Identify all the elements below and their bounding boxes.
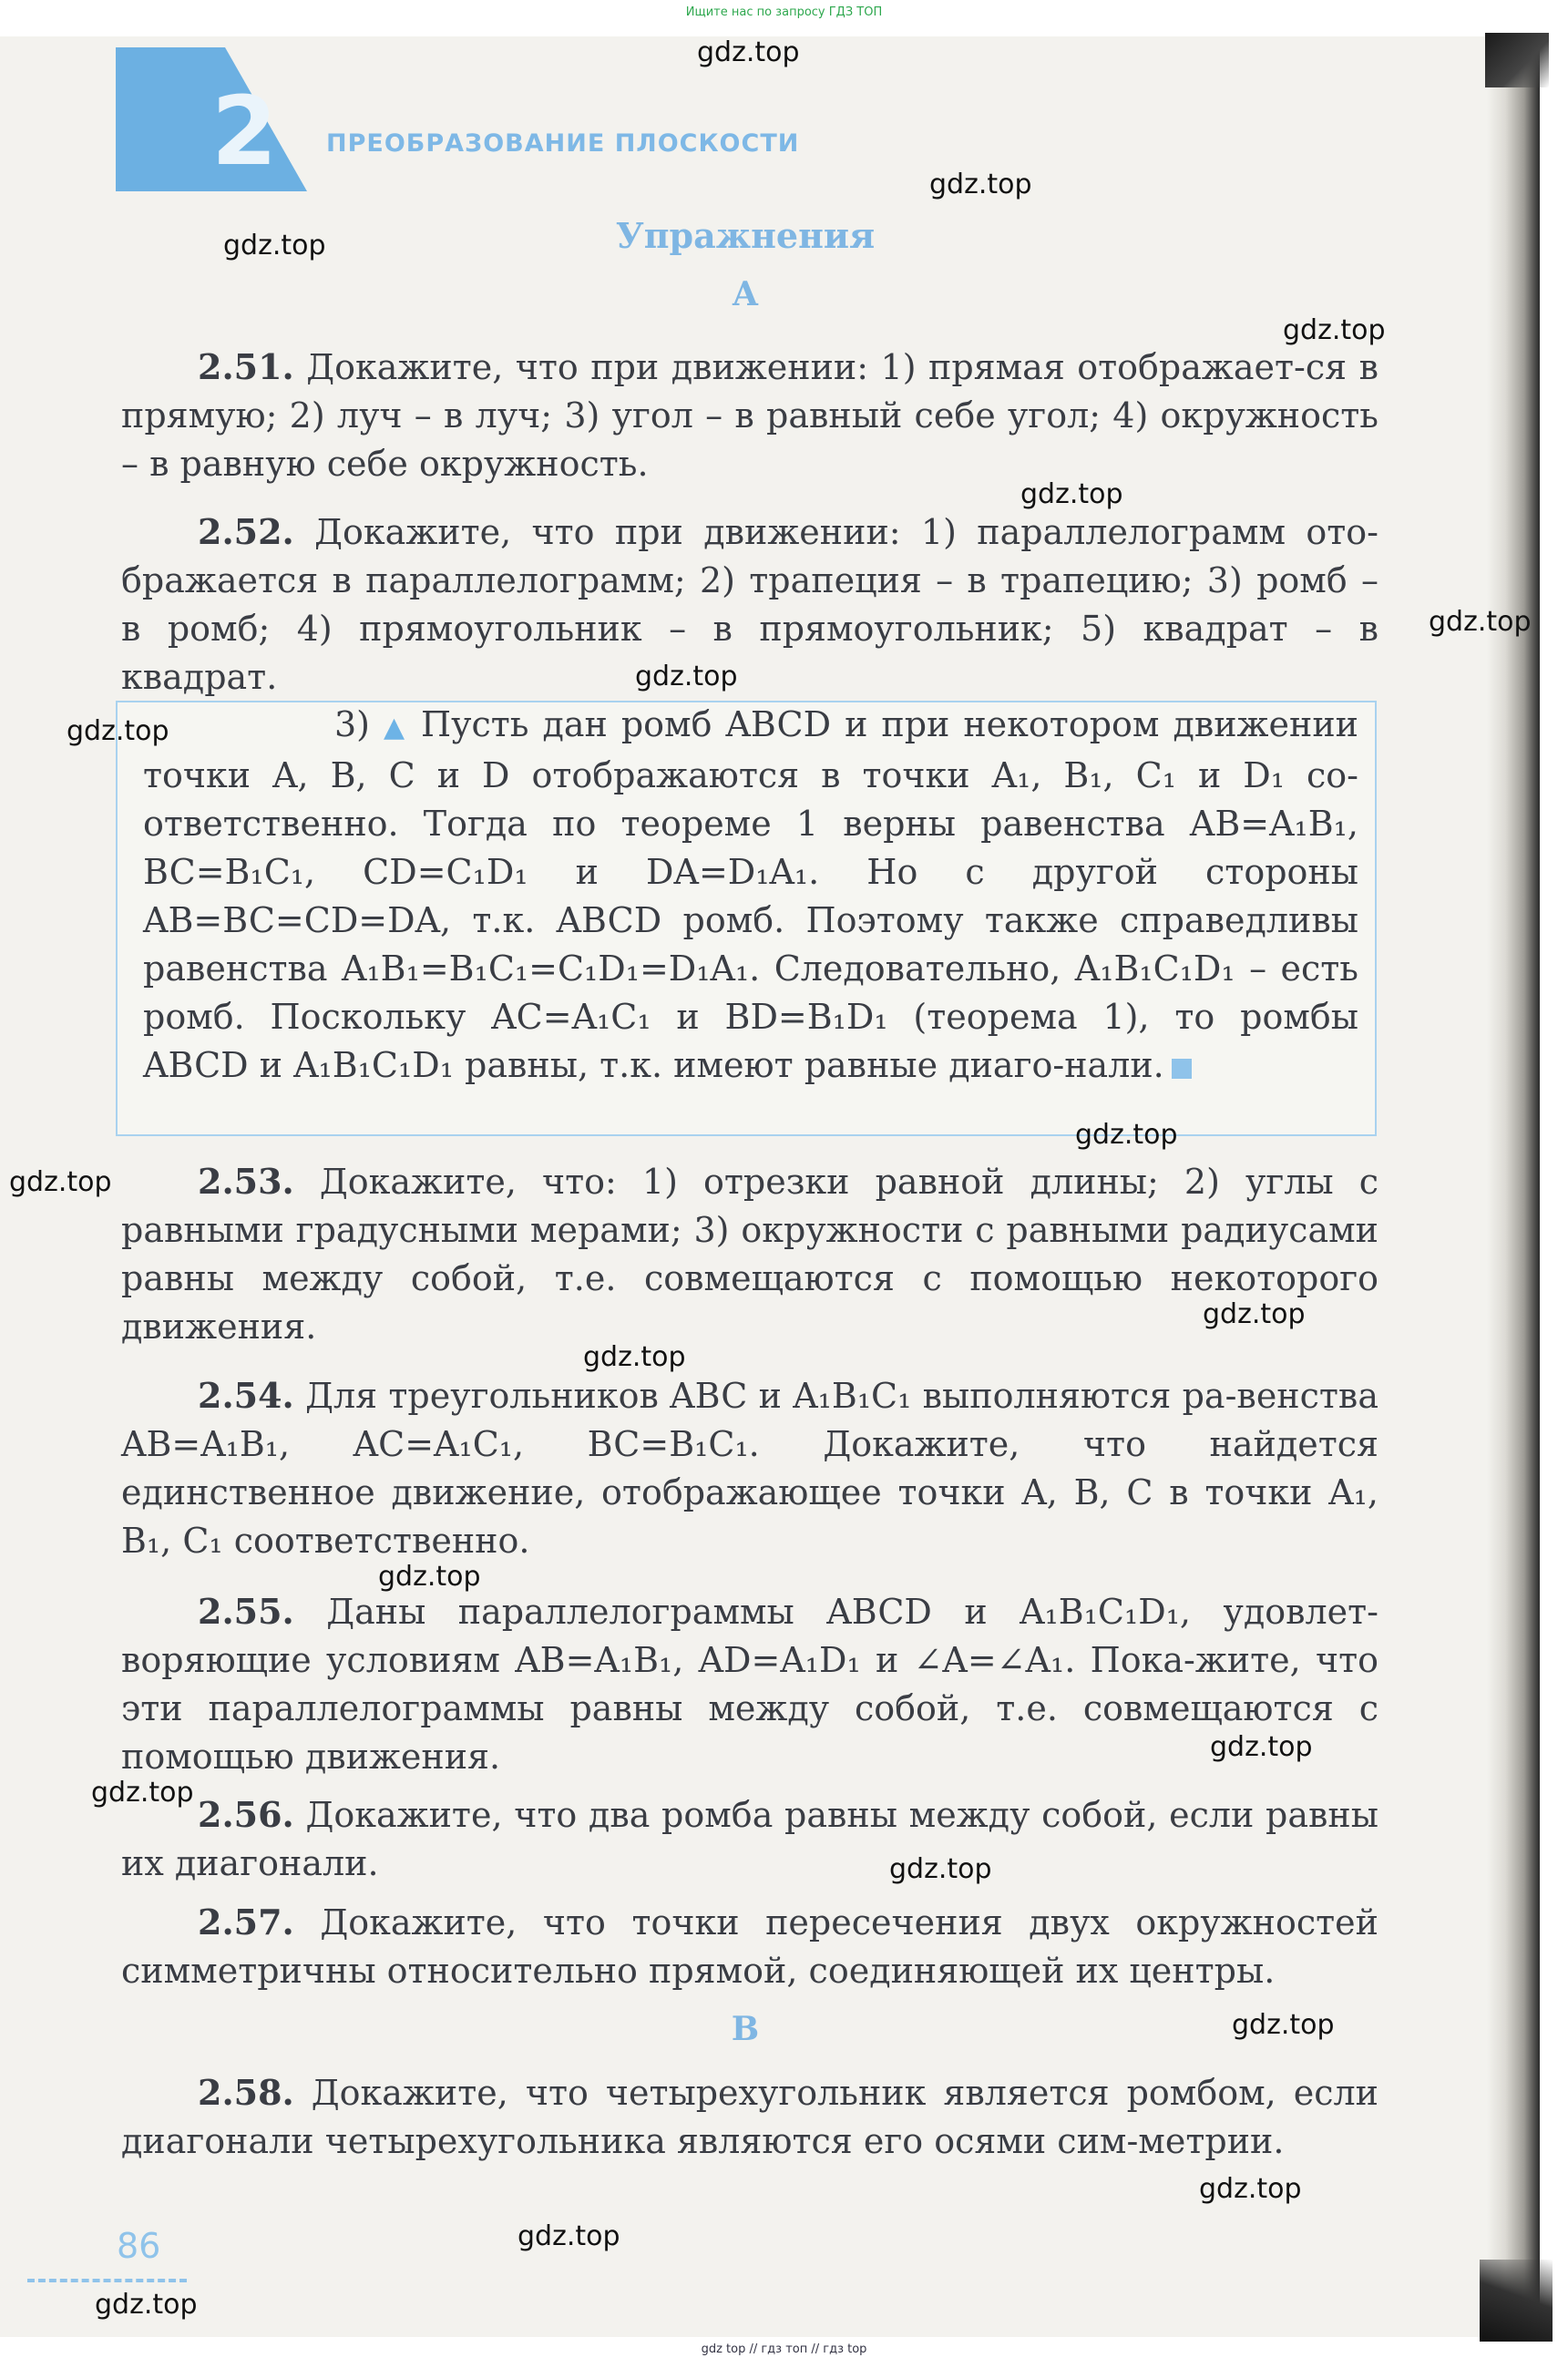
exercise-2-51 [121, 343, 1378, 488]
exercise-number: 2.57. [198, 1902, 294, 1943]
page-number: 86 [117, 2226, 161, 2266]
solution-end-square-icon [1172, 1059, 1192, 1079]
level-b-heading: В [731, 2010, 760, 2048]
solution-start-triangle-icon: ▲ [384, 712, 407, 743]
watermark: gdz.top [1020, 478, 1123, 510]
level-a-heading: А [732, 275, 759, 313]
watermark: gdz.top [1203, 1298, 1306, 1330]
exercise-number: 2.54. [198, 1375, 294, 1416]
exercise-text: Докажите, что: 1) отрезки равной длины; 2) углы с равными градусными мерами; 3) окружности с равными радиусами равны между собой, т.е. совмещаются с помощью некоторого движения. [121, 1162, 1378, 1347]
solution-label: 3) [334, 704, 371, 744]
bottom-watermark-note: gdz top // гдз топ // гдз top [701, 2342, 867, 2356]
exercise-text: Докажите, что два ромба равны между собой, если равны их диагонали. [121, 1795, 1378, 1883]
exercise-number: 2.53. [198, 1161, 294, 1202]
chapter-number: 2 [211, 76, 278, 187]
exercise-2-57 [121, 1898, 1378, 1995]
watermark: gdz.top [223, 230, 326, 261]
watermark: gdz.top [635, 661, 738, 692]
watermark: gdz.top [1210, 1731, 1313, 1763]
watermark: gdz.top [378, 1561, 481, 1593]
solution-text: Пусть дан ромб ABCD и при некотором движении точки A, B, C и D отображаются в точки A₁, B₁, C₁ и D₁ со-ответственно. Тогда по теореме 1 верны равенства AB=A₁B₁, BC=B₁C₁, CD=C₁D₁ и DA=D₁A₁. Но с другой стороны AB=BC=CD=DA, т.к. ABCD ромб. Поэтому также справедливы равенства A₁B₁=B₁C₁=C₁D₁=D₁A₁. Следовательно, A₁B₁C₁D₁ – есть ромб. Поскольку AC=A₁C₁ и BD=B₁D₁ (теорема 1), то ромбы ABCD и A₁B₁C₁D₁ равны, т.к. имеют равные диаго-нали. [143, 704, 1358, 1085]
exercise-text: Докажите, что при движении: 1) прямая отображает-ся в прямую; 2) луч – в луч; 3) угол – в равный себе угол; 4) окружность – в равную себе окружность. [121, 347, 1378, 484]
spine-corner-top [1485, 33, 1549, 87]
book-spine-shadow [1487, 36, 1540, 2337]
watermark: gdz.top [889, 1853, 992, 1885]
watermark: gdz.top [91, 1777, 194, 1809]
exercise-2-54 [121, 1371, 1378, 1565]
watermark: gdz.top [95, 2289, 198, 2321]
exercise-2-53 [121, 1157, 1378, 1351]
exercise-number: 2.51. [198, 346, 294, 387]
exercise-number: 2.58. [198, 2072, 294, 2113]
watermark: gdz.top [583, 1341, 686, 1373]
watermark: gdz.top [67, 715, 169, 747]
watermark: gdz.top [1075, 1119, 1178, 1151]
watermark: gdz.top [1283, 314, 1386, 346]
chapter-title: ПРЕОБРАЗОВАНИЕ ПЛОСКОСТИ [326, 129, 800, 158]
exercise-text: Докажите, что при движении: 1) параллелограмм ото-бражается в параллелограмм; 2) трапеция – в трапецию; 3) ромб – в ромб; 4) прямоугольник – в прямоугольник; 5) квадрат – в квадрат. [121, 512, 1378, 697]
chapter-badge [116, 47, 307, 191]
exercise-2-58 [121, 2068, 1378, 2166]
watermark: gdz.top [1429, 606, 1532, 638]
exercise-2-56 [121, 1790, 1378, 1888]
exercise-text: Для треугольников ABC и A₁B₁C₁ выполняются ра-венства AB=A₁B₁, AC=A₁C₁, BC=B₁C₁. Докажите, что найдется единственное движение, отображающее точки A, B, C в точки A₁, B₁, C₁ соответственно. [121, 1376, 1378, 1561]
exercise-2-52 [121, 507, 1378, 702]
watermark: gdz.top [518, 2220, 620, 2252]
exercise-text: Даны параллелограммы ABCD и A₁B₁C₁D₁, удовлет-воряющие условиям AB=A₁B₁, AD=A₁D₁ и ∠A=∠A₁. Пока-жите, что эти параллелограммы равны между собой, т.е. совмещаются с помощью движения. [121, 1592, 1378, 1777]
exercise-text: Докажите, что четырехугольник является ромбом, если диагонали четырехугольника являются его осями сим-метрии. [121, 2073, 1378, 2161]
exercise-number: 2.52. [198, 511, 294, 552]
top-search-note: Ищите нас по запросу ГДЗ ТОП [685, 5, 883, 19]
exercise-text: Докажите, что точки пересечения двух окружностей симметричны относительно прямой, соединяющей их центры. [121, 1902, 1378, 1991]
exercise-number: 2.56. [198, 1794, 294, 1835]
watermark: gdz.top [1199, 2173, 1302, 2205]
exercise-2-55 [121, 1587, 1378, 1781]
watermark: gdz.top [929, 169, 1032, 200]
solution-box [116, 701, 1377, 1136]
watermark: gdz.top [1232, 2009, 1335, 2041]
watermark: gdz.top [9, 1166, 112, 1198]
footer-dashed-line [27, 2279, 187, 2282]
spine-corner-bottom [1480, 2260, 1553, 2342]
watermark: gdz.top [697, 36, 800, 68]
solution-text-block [143, 701, 1358, 1090]
exercise-number: 2.55. [198, 1591, 294, 1632]
section-title: Упражнения [615, 215, 876, 256]
